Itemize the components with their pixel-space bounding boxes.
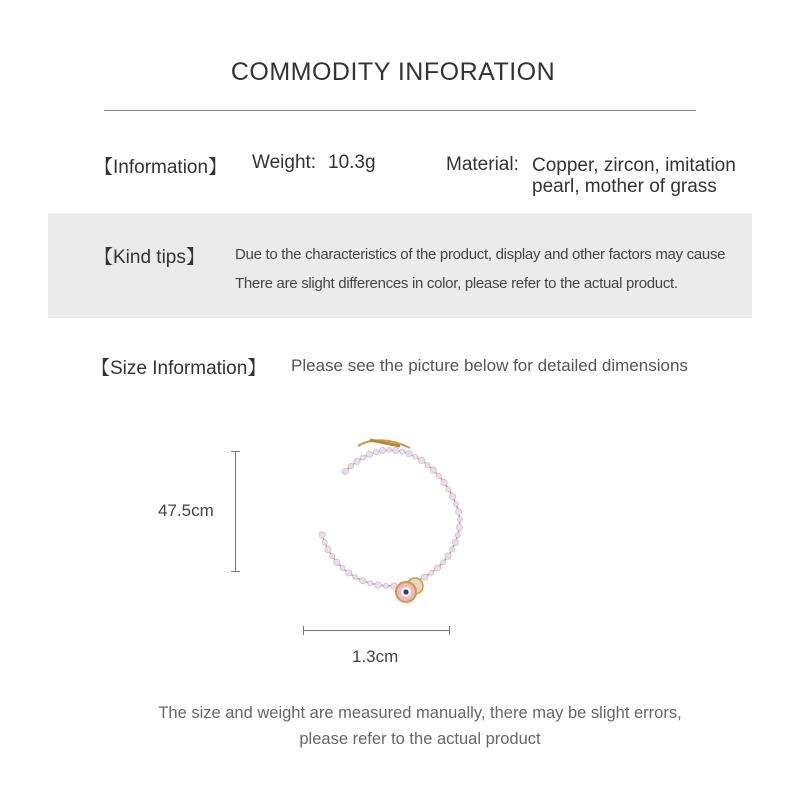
pearl-bead: [379, 447, 385, 453]
height-dimension-line: [235, 451, 236, 572]
size-note: Please see the picture below for detailed dimensions: [291, 356, 688, 375]
pearl-bead: [418, 457, 424, 463]
material-label: Material:: [446, 154, 519, 175]
material-line-2: pearl, mother of grass: [532, 176, 717, 197]
pearl-bead: [354, 458, 360, 464]
footer-note-line-1: The size and weight are measured manually, there may be slight errors,: [158, 704, 682, 722]
pearl-bead: [393, 447, 399, 453]
page-title: COMMODITY INFORATION: [230, 58, 556, 86]
pearl-bead: [400, 449, 405, 454]
pearl-bead: [452, 539, 458, 545]
width-dimension-line: [303, 630, 450, 631]
eye-center: [403, 589, 408, 594]
pearl-bead: [353, 575, 358, 580]
pearl-bead: [456, 524, 462, 530]
footer-note-line-2: please refer to the actual product: [299, 730, 541, 748]
pearl-bead: [361, 455, 366, 460]
size-information-label: 【Size Information】: [91, 358, 267, 379]
pearl-bead: [383, 583, 388, 588]
height-dimension-label: 47.5cm: [158, 501, 214, 520]
pearl-bead: [413, 454, 418, 459]
pearl-bead: [440, 560, 445, 565]
pearl-bead: [446, 487, 451, 492]
width-dimension-cap-right: [449, 626, 450, 635]
material-line-1: Copper, zircon, imitation: [532, 155, 736, 176]
kind-tips-label: 【Kind tips】: [94, 247, 205, 268]
pearl-bead: [340, 565, 345, 570]
pearl-bead: [329, 554, 334, 559]
bracelet-image: [300, 430, 480, 610]
width-dimension-label: 1.3cm: [352, 647, 399, 666]
pearl-bead: [455, 508, 461, 514]
pearl-bead: [387, 447, 392, 452]
pearl-bead: [436, 473, 441, 478]
pearl-bead: [449, 547, 454, 552]
pearl-bead: [457, 517, 462, 522]
pearl-bead: [368, 581, 373, 586]
pearl-bead: [429, 570, 434, 575]
pearl-bead: [319, 532, 325, 538]
pearl-bead: [455, 532, 460, 537]
kind-tips-line-2: There are slight differences in color, please refer to the actual product.: [235, 275, 678, 292]
pearl-bead: [449, 493, 455, 499]
pearl-bead: [421, 574, 427, 580]
title-divider: [104, 110, 696, 111]
pearl-bead: [425, 462, 430, 467]
pearl-bead: [342, 468, 348, 474]
pearl-bead: [375, 582, 381, 588]
pearl-bead: [366, 451, 372, 457]
pearl-bead: [334, 559, 340, 565]
pearl-bead: [406, 450, 412, 456]
pearl-bead: [359, 577, 365, 583]
kind-tips-line-1: Due to the characteristics of the product, display and other factors may cause: [235, 246, 726, 263]
pearl-bead: [325, 546, 331, 552]
weight-value: 10.3g: [328, 152, 376, 173]
pearl-bead: [373, 449, 378, 454]
information-label: 【Information】: [94, 157, 228, 178]
material-value: [532, 155, 736, 197]
pearl-bead: [322, 540, 327, 545]
weight-label: Weight:: [252, 152, 317, 173]
pearl-bead: [346, 570, 352, 576]
pearl-bead: [434, 565, 440, 571]
pearl-bead: [348, 463, 353, 468]
height-dimension-cap-bottom: [231, 571, 240, 572]
pearl-bead: [430, 467, 436, 473]
pearl-bead: [445, 553, 451, 559]
pearl-bead: [453, 501, 458, 506]
pearl-strand: [319, 447, 463, 589]
pearl-bead: [441, 479, 447, 485]
